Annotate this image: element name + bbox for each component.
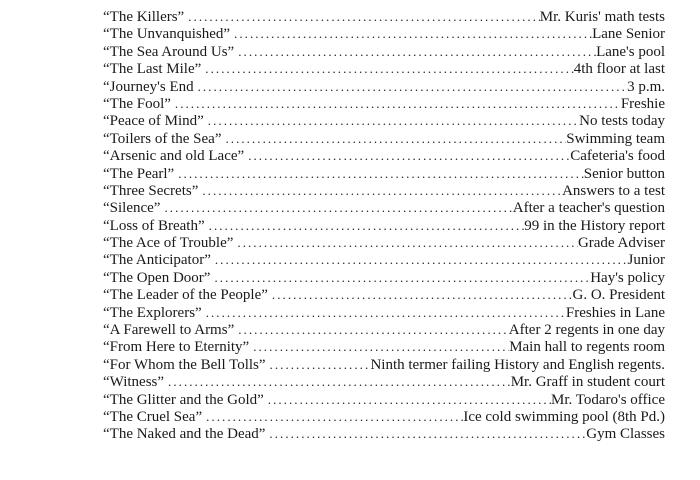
book-title: “The Naked and the Dead” xyxy=(103,426,266,443)
book-title: “Silence” xyxy=(103,200,161,217)
list-item xyxy=(103,373,665,390)
answer-text: After 2 regents in one day xyxy=(508,322,665,339)
answer-text: 99 in the History report xyxy=(524,217,665,234)
list-item xyxy=(103,165,665,182)
answer-text: Mr. Kuris' math tests xyxy=(539,9,665,25)
dot-leader xyxy=(202,304,566,321)
dot-leader xyxy=(160,199,512,216)
list-item xyxy=(103,356,665,373)
dot-leader xyxy=(184,8,540,25)
book-title: “The Open Door” xyxy=(103,269,211,286)
book-title: “The Pearl” xyxy=(103,165,175,182)
answer-text: Grade Adviser xyxy=(577,235,665,252)
list-item xyxy=(103,130,665,147)
answer-text: After a teacher's question xyxy=(512,200,665,217)
book-title: “The Glitter and the Gold” xyxy=(103,391,264,408)
book-title: “For Whom the Bell Tolls” xyxy=(103,356,266,373)
list-item xyxy=(103,338,665,355)
list-item xyxy=(103,217,665,234)
book-title: “Peace of Mind” xyxy=(103,113,204,130)
answer-text: Mr. Todaro's office xyxy=(551,391,665,408)
list-item xyxy=(103,286,665,303)
list-item xyxy=(103,8,665,25)
book-title: “Arsenic and old Lace” xyxy=(103,148,245,165)
dot-leader xyxy=(230,25,592,42)
book-title: “Witness” xyxy=(103,374,165,391)
answer-text: Hay's policy xyxy=(590,269,665,286)
book-title: “Three Secrets” xyxy=(103,182,199,199)
dot-leader xyxy=(264,391,551,408)
dot-leader xyxy=(265,425,586,442)
answer-text: Ninth termer failing History and English regents. xyxy=(370,356,665,373)
answer-text: Gym Classes xyxy=(586,426,665,443)
dot-leader xyxy=(164,373,511,390)
list-item xyxy=(103,95,665,112)
answer-text: No tests today xyxy=(579,113,665,130)
book-title: “The Fool” xyxy=(103,95,171,112)
book-title: “Toilers of the Sea” xyxy=(103,130,222,147)
dot-leader xyxy=(211,251,628,268)
dot-leader xyxy=(210,269,590,286)
book-title: “The Ace of Trouble” xyxy=(103,235,234,252)
book-title: “The Sea Around Us” xyxy=(103,43,235,60)
list-item xyxy=(103,304,665,321)
dot-leader xyxy=(198,182,562,199)
answer-text: Main hall to regents room xyxy=(509,339,665,356)
answer-text: Lane Senior xyxy=(592,26,665,43)
list-item xyxy=(103,60,665,77)
list-item xyxy=(103,425,665,442)
list-item xyxy=(103,25,665,42)
answer-text: Mr. Graff in student court xyxy=(510,374,665,391)
list-item xyxy=(103,199,665,216)
dot-leader xyxy=(204,112,579,129)
dot-leader xyxy=(201,60,573,77)
book-title: “Journey's End xyxy=(103,78,194,95)
answer-text: G. O. President xyxy=(572,287,665,304)
answer-text: 3 p.m. xyxy=(627,78,665,95)
list-item xyxy=(103,112,665,129)
list-item xyxy=(103,269,665,286)
book-title: “The Killers” xyxy=(103,9,185,25)
dot-leader xyxy=(171,95,621,112)
list-item xyxy=(103,182,665,199)
list-item xyxy=(103,251,665,268)
dot-leader xyxy=(244,147,570,164)
answer-text: Lane's pool xyxy=(596,43,665,60)
dot-leader xyxy=(205,217,525,234)
dot-leader xyxy=(194,78,627,95)
book-title: “The Cruel Sea” xyxy=(103,408,203,425)
answer-text: Swimming team xyxy=(566,130,665,147)
answer-text: Senior button xyxy=(583,165,665,182)
answer-text: 4th floor at last xyxy=(573,61,665,78)
dot-leader xyxy=(174,165,584,182)
dot-leader xyxy=(233,234,578,251)
book-title: “The Anticipator” xyxy=(103,252,211,269)
list-item xyxy=(103,78,665,95)
dot-leader xyxy=(234,321,509,338)
list-item xyxy=(103,234,665,251)
list-item xyxy=(103,321,665,338)
dot-leader xyxy=(234,43,596,60)
answer-text: Answers to a test xyxy=(562,182,665,199)
answer-text: Ice cold swimming pool (8th Pd.) xyxy=(463,408,665,425)
book-title: “From Here to Eternity” xyxy=(103,339,250,356)
list-item xyxy=(103,147,665,164)
book-title: “The Explorers” xyxy=(103,304,202,321)
book-title: “The Leader of the People” xyxy=(103,287,268,304)
answer-text: Junior xyxy=(627,252,665,269)
book-title: “The Last Mile” xyxy=(103,61,202,78)
book-title: “The Unvanquished” xyxy=(103,26,231,43)
dot-leader xyxy=(249,338,509,355)
book-title: “Loss of Breath” xyxy=(103,217,205,234)
list-item xyxy=(103,408,665,425)
list-item xyxy=(103,391,665,408)
list-item xyxy=(103,43,665,60)
dot-leader xyxy=(221,130,566,147)
title-answer-list xyxy=(103,8,665,443)
answer-text: Freshie xyxy=(620,95,665,112)
dot-leader xyxy=(268,286,573,303)
book-title: “A Farewell to Arms” xyxy=(103,322,235,339)
answer-text: Cafeteria's food xyxy=(570,148,665,165)
dot-leader xyxy=(202,408,463,425)
answer-text: Freshies in Lane xyxy=(565,304,665,321)
dot-leader xyxy=(266,356,371,373)
